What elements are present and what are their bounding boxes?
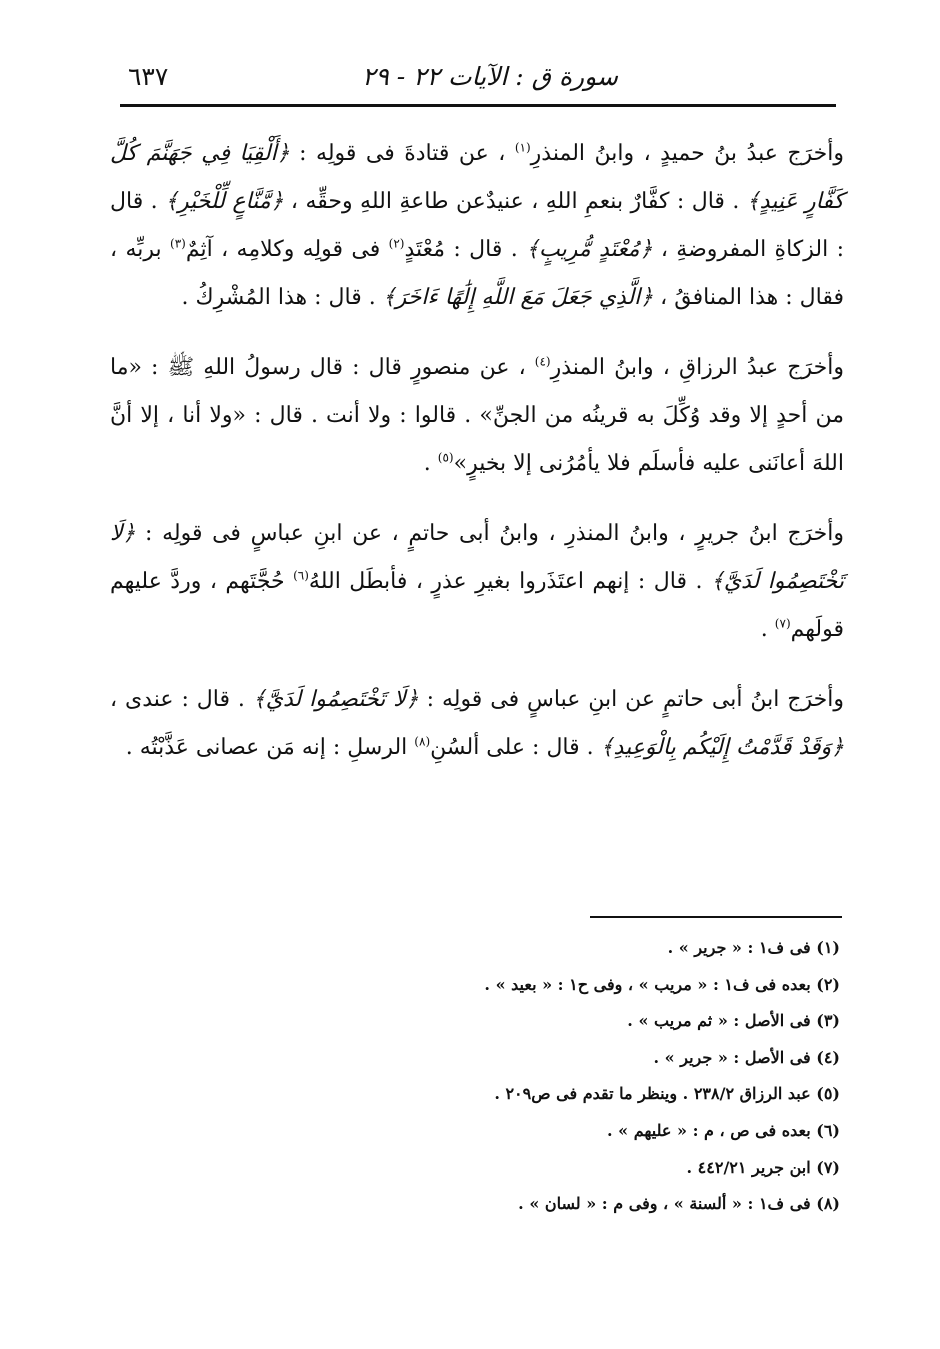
quran-quote: ﴿مُعْتَدٍ مُّرِيبٍ﴾: [526, 237, 653, 262]
footnote-2: (٢) بعده فى ف١ : « مريب » ، وفى ح١ : « بعيد » .: [484, 974, 840, 994]
text-run: . قال : هذا المُشْرِكُ .: [181, 285, 383, 310]
text-run: .: [760, 617, 775, 642]
paragraph-lead: وأخرَج ابنُ جريرٍ ، وابنُ المنذرِ ، وابنُ أبى حاتمٍ ، عن ابنِ عباسٍ فى قولِه :: [135, 521, 844, 546]
running-title: سورة ق : الآيات ٢٢ - ٢٩: [361, 62, 618, 91]
paragraph-lead: وأخرَج عبدُ بنُ حميدٍ ، وابنُ المنذرِ: [530, 141, 844, 166]
footnote-ref-3: (٣): [170, 236, 186, 251]
text-run: فى قولِه وكلامِه ، آثِمٌ: [185, 237, 389, 262]
text-run: . قال : إنهم اعتَذَروا بغيرِ عذرٍ ، فأبطَل اللهُ: [308, 569, 711, 594]
footnote-6: (٦) بعده فى ص ، م : « عليهم » .: [607, 1120, 840, 1140]
text-run: ، عن منصورٍ قال : قال رسولُ اللهِ ﷺ : «ما من أحدٍ إلا وقد وُكِّلَ به قرينُه من الجنِّ» . قالوا : ولا أنت . قال : «ولا أنا ، إلا أنَّ اللهَ أعانَنى عليه فأسلَم فلا يأمُرُنى إلا بخيرٍ»: [110, 355, 844, 476]
text-run: . قال : مُعْتَدٍ: [404, 237, 527, 262]
footnote-4: (٤) فى الأصل : « جرير » .: [653, 1047, 840, 1067]
footnote-8: (٨) فى ف١ : « ألسنة » ، وفى م : « لسان » .: [518, 1194, 840, 1214]
footnote-1: (١) فى ف١ : « جرير » .: [667, 938, 840, 957]
text-run: ، عن قتادةَ فى قولِه :: [289, 141, 515, 166]
page-number: ٦٣٧: [128, 62, 169, 91]
paragraph-2: [110, 344, 844, 488]
text-run: . قال : كفَّارٌ بنعمِ اللهِ ، عنيدٌعن طاعةِ اللهِ وحقِّه ،: [283, 189, 747, 214]
footnote-ref-5: (٥): [437, 450, 454, 465]
footnote-7: (٧) ابن جرير ٤٤٢/٢١ .: [686, 1157, 840, 1177]
text-run: . قال : عندى ،: [110, 687, 253, 712]
footnote-ref-4: (٤): [534, 354, 551, 369]
main-text: [110, 130, 844, 794]
header-divider: [120, 104, 836, 107]
text-run: حُجَّتَهم ، وردَّ عليهم قولَهم: [110, 569, 844, 642]
quran-quote: ﴿الَّذِي جَعَلَ مَعَ اللَّهِ إِلَٰهًا ءَاخَرَ﴾: [382, 285, 654, 310]
footnote-ref-1: (١): [514, 140, 531, 155]
footnote-ref-2: (٢): [388, 236, 405, 251]
footnote-5: (٥) عبد الرزاق ٢٣٨/٢ . وينظر ما تقدم فى ص٢٠٩ .: [494, 1084, 840, 1104]
quran-quote: ﴿وَقَدْ قَدَّمْتُ إِلَيْكُم بِالْوَعِيدِ﴾: [600, 735, 844, 760]
footnote-ref-8: (٨): [414, 734, 431, 749]
text-run: الرسلِ : إنه مَن عصانى عَذَّبْتُه .: [125, 735, 415, 760]
page-header: [120, 58, 838, 102]
text-run: بربِّه ، فقال : هذا المنافقُ ،: [110, 237, 844, 310]
quran-quote: ﴿لَا تَخْتَصِمُوا لَدَيَّ﴾: [252, 687, 419, 712]
paragraph-lead: وأخرَج ابنُ أبى حاتمٍ عن ابنِ عباسٍ فى قولِه :: [418, 687, 844, 712]
text-run: . قال : الزكاةِ المفروضةِ ،: [110, 189, 844, 262]
footnote-ref-7: (٧): [774, 616, 791, 631]
text-run: . قال : على ألسُنِ: [430, 735, 601, 760]
paragraph-1: [110, 130, 844, 322]
text-run: .: [423, 451, 438, 476]
paragraph-3: [110, 510, 844, 654]
quran-quote: ﴿لَا تَخْتَصِمُوا لَدَيَّ﴾: [110, 521, 845, 594]
footnotes: [240, 930, 840, 1223]
footnote-3: (٣) فى الأصل : « ثم مريب » .: [627, 1011, 840, 1031]
footnote-divider: [590, 916, 842, 918]
paragraph-lead: وأخرَج عبدُ الرزاقِ ، وابنُ المنذرِ: [550, 355, 844, 380]
paragraph-4: [110, 676, 844, 772]
quran-quote: ﴿مَّنَّاعٍ لِّلْخَيْرِ﴾: [165, 189, 284, 214]
footnote-ref-6: (٦): [293, 568, 309, 583]
quran-quote: ﴿أَلْقِيَا فِي جَهَنَّمَ كُلَّ كَفَّارٍ عَنِيدٍ﴾: [110, 141, 844, 214]
